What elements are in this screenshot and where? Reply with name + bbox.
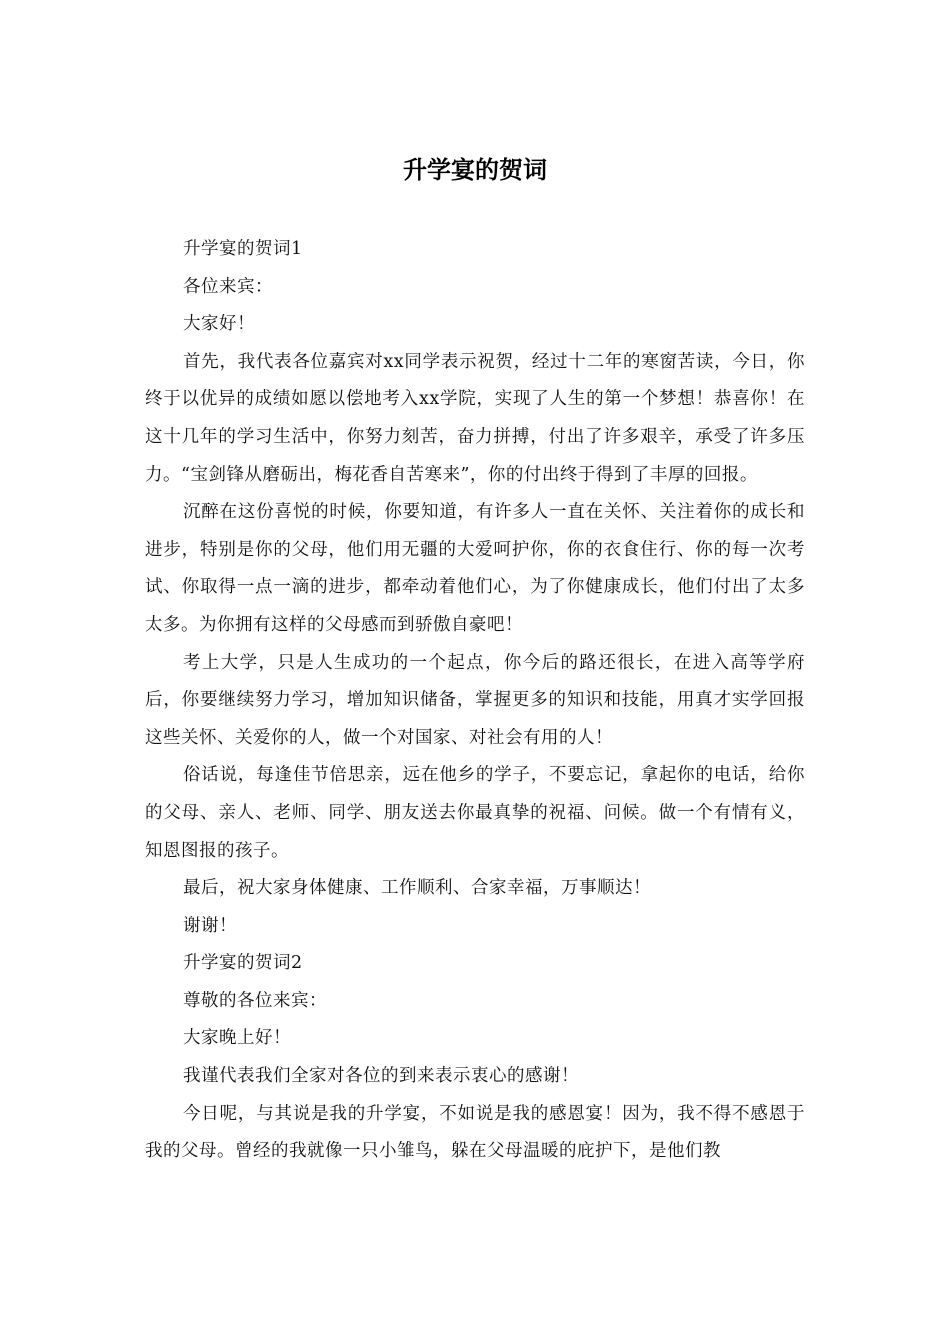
paragraph-good-evening: 大家晚上好！	[183, 1028, 291, 1049]
paragraph-congratulations: 首先，我代表各位嘉宾对xx同学表示祝贺，经过十二年的寒窗苦读，今日，你终于以优异的成绩如愿以偿地考入xx学院，实现了人生的第一个梦想！恭喜你！在这十几年的学习生活中，你努力刻苦，奋力拼搏，付出了许多艰辛，承受了许多压力。“宝剑锋从磨砺出，梅花香自苦寒来”，你的付出终于得到了丰厚的回报。	[145, 351, 805, 485]
paragraph-heading-2: 升学宴的贺词2	[183, 953, 303, 974]
paragraph-greeting-guests: 各位来宾：	[183, 276, 273, 297]
paragraph-gratitude-banquet: 今日呢，与其说是我的升学宴，不如说是我的感恩宴！因为，我不得不感恩于我的父母。曾经的我就像一只小雏鸟，躲在父母温暖的庇护下，是他们教	[145, 1103, 805, 1162]
paragraph-hello: 大家好！	[183, 314, 255, 335]
paragraph-parents-care: 沉醉在这份喜悦的时候，你要知道，有许多人一直在关怀、关注着你的成长和进步，特别是你的父母，他们用无疆的大爱呵护你，你的衣食住行、你的每一次考试、你取得一点一滴的进步，都牵动着他们心，为了你健康成长，他们付出了太多太多。为你拥有这样的父母感而到骄傲自豪吧！	[145, 502, 805, 635]
paragraph-respected-guests: 尊敬的各位来宾：	[183, 990, 327, 1011]
document-body	[145, 231, 805, 1171]
document-title: 升学宴的贺词	[403, 156, 547, 184]
paragraph-homesick-saying: 俗话说，每逢佳节倍思亲，远在他乡的学子，不要忘记，拿起你的电话，给你的父母、亲人、老师、同学、朋友送去你最真挚的祝福、问候。做一个有情有义，知恩图报的孩子。	[145, 765, 805, 861]
paragraph-university-start: 考上大学，只是人生成功的一个起点，你今后的路还很长，在进入高等学府后，你要继续努力学习，增加知识储备，掌握更多的知识和技能，用真才实学回报这些关怀、关爱你的人，做一个对国家、对社会有用的人！	[145, 652, 805, 748]
paragraph-best-wishes: 最后，祝大家身体健康、工作顺利、合家幸福，万事顺达！	[183, 878, 651, 899]
paragraph-thanks: 谢谢！	[183, 915, 237, 936]
paragraph-heading-1: 升学宴的贺词1	[183, 239, 303, 259]
paragraph-family-thanks: 我谨代表我们全家对各位的到来表示衷心的感谢！	[183, 1066, 579, 1087]
